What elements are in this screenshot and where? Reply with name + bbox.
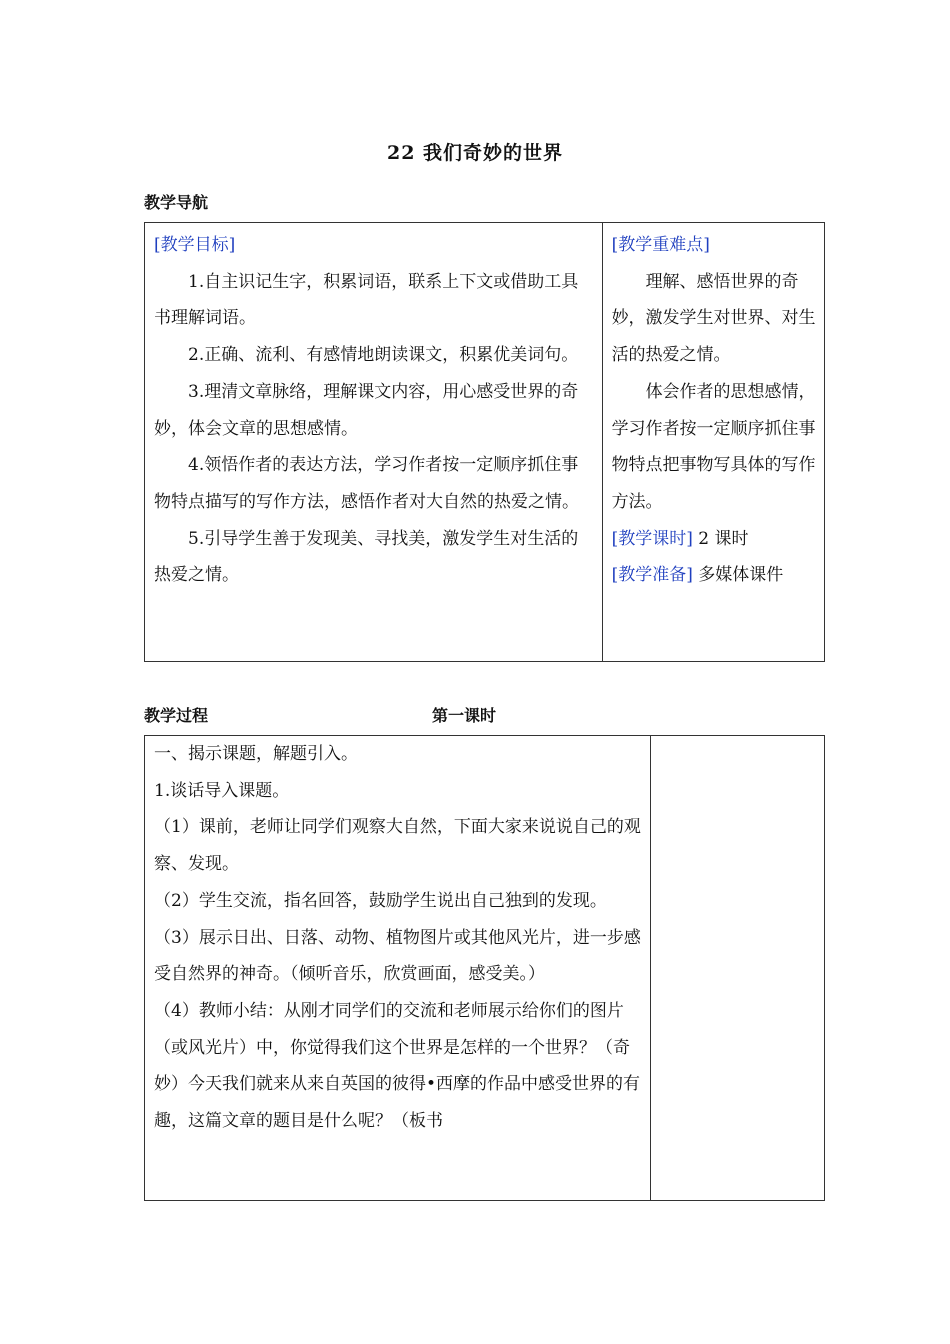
process-line: （4）教师小结：从刚才同学们的交流和老师展示给你们的图片（或风光片）中，你觉得我们这个世界是怎样的一个世界？（奇妙）今天我们就来从来自英国的彼得•西摩的作品中感受世界的有趣，这篇文章的题目是什么呢？（板书	[154, 1000, 641, 1132]
hours-value: 2 课时	[692, 528, 749, 549]
hours-label: [教学课时]	[611, 528, 693, 549]
process-line: （2）学生交流，指名回答，鼓励学生说出自己独到的发现。	[154, 890, 607, 911]
key-point-paragraph: 理解、感悟世界的奇妙，激发学生对世界、对生活的热爱之情。	[611, 271, 816, 366]
process-heading: 教学过程	[144, 706, 209, 725]
lesson-hours	[612, 521, 816, 558]
key-point-paragraph: 体会作者的思想感情，学习作者按一定顺序抓住事物特点把事物写具体的写作方法。	[611, 381, 816, 512]
process-line: （3）展示日出、日落、动物、植物图片或其他风光片，进一步感受自然界的神奇。（倾听音乐，欣赏画面，感受美。）	[154, 927, 641, 985]
goal-item: 2.正确、流利、有感情地朗读课文，积累优美词句。	[188, 345, 579, 366]
process-cell	[145, 736, 651, 1201]
prep-value: 多媒体课件	[692, 565, 784, 586]
prep-label: [教学准备]	[611, 565, 693, 586]
lesson-heading: 第一课时	[432, 706, 497, 725]
nav-table	[144, 222, 825, 662]
goals-label: [教学目标]	[154, 235, 236, 255]
notes-cell	[650, 736, 824, 1201]
nav-heading: 教学导航	[144, 193, 209, 212]
process-line: （1）课前，老师让同学们观察大自然，下面大家来说说自己的观察、发现。	[154, 817, 641, 875]
process-line: 一、揭示课题，解题引入。	[154, 744, 358, 764]
lesson-prep	[612, 557, 816, 594]
goal-item: 3.理清文章脉络，理解课文内容，用心感受世界的奇妙，体会文章的思想感情。	[154, 381, 579, 439]
process-table	[144, 735, 825, 1201]
page-title: 22 我们奇妙的世界	[386, 142, 564, 164]
goal-item: 5.引导学生善于发现美、寻找美，激发学生对生活的热爱之情。	[154, 528, 579, 586]
goal-item: 4.领悟作者的表达方法，学习作者按一定顺序抓住事物特点描写的写作方法，感悟作者对大自然的热爱之情。	[154, 455, 579, 512]
key-points-label: [教学重难点]	[611, 235, 710, 255]
goals-cell	[145, 223, 603, 662]
key-points-cell	[602, 223, 824, 662]
process-line: 1.谈话导入课题。	[154, 780, 290, 801]
goal-item: 1.自主识记生字，积累词语，联系上下文或借助工具书理解词语。	[154, 271, 579, 329]
